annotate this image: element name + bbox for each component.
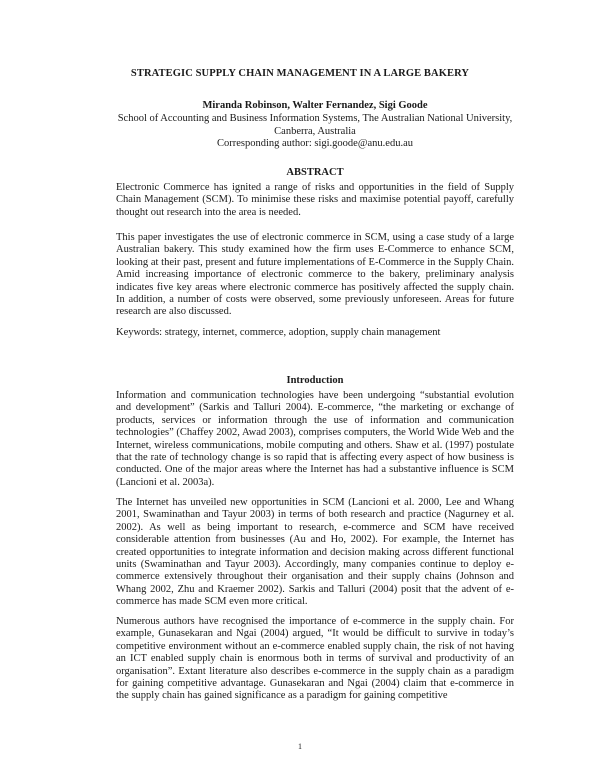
page-number: 1: [298, 742, 302, 751]
abstract-paragraph: Electronic Commerce has ignited a range of risks and opportunities in the field of Supply Chain Management (SCM). To minimise these risks and maximise potential payoff, carefully thought out research into the area is needed.: [116, 182, 514, 218]
body-paragraph: Information and communication technologies have been undergoing “substantial evolution and development” (Sarkis and Talluri 2004). E-commerce, “the marketing or exchange of products, services or information through the use of information and communication technologies” (Chaffey 2002, Awad 2003), comprises computers, the World Wide Web and the Internet, wireless communications, mobile computing and others. Shaw et al. (1997) postulate that the rate of technology change is so rapid that is affecting every aspect of how business is conducted. One of the major areas where the Internet has had a substantive influence is SCM (Lancioni et al. 2003a).: [116, 390, 514, 488]
keywords: Keywords: strategy, internet, commerce, adoption, supply chain management: [116, 327, 441, 338]
affiliation-text: School of Accounting and Business Information Systems, The Australian National University, Canberra, Australia: [117, 113, 513, 137]
body-paragraph: Numerous authors have recognised the importance of e-commerce in the supply chain. For example, Gunasekaran and Ngai (2004) argued, “It would be difficult to survive in today’s competitive environment without an e-commerce enabled supply chain, the risk of not having an ICT enabled supply chain is enormous both in terms of survival and productivity of an organisation”. Extant literature also describes e-commerce in the supply chain as a paradigm for gaining competitive advantage. Gunasekaran and Ngai (2004) claim that e-commerce in the supply chain has gained significance as a paradigm for gaining competitive: [116, 616, 514, 702]
corresponding-author: Corresponding author: sigi.goode@anu.edu.au: [216, 138, 413, 149]
paper-title: STRATEGIC SUPPLY CHAIN MANAGEMENT IN A LARGE BAKERY: [130, 68, 470, 79]
abstract-heading: ABSTRACT: [286, 167, 344, 178]
author-list: Miranda Robinson, Walter Fernandez, Sigi Goode: [202, 100, 428, 111]
introduction-heading: Introduction: [286, 375, 344, 386]
body-paragraph: The Internet has unveiled new opportunities in SCM (Lancioni et al. 2000, Lee and Whang 2001, Swaminathan and Tayur 2003) in terms of both research and practice (Nagurney et al. 2002). As well as being important to research, e-commerce and SCM have received considerable attention from businesses (Au and Ho, 2002). For example, the Internet has created opportunities to integrate information and decision making across different functional units (Swaminathan and Tayur 2003). Accordingly, many companies continue to deploy e-commerce extensively throughout their organisation and their supply chains (Johnson and Whang 2002, Zhu and Kraemer 2002). Sarkis and Talluri (2004) posit that the advent of e-commerce has made SCM even more critical.: [116, 497, 514, 608]
author-affiliation: [116, 113, 514, 151]
abstract-paragraph: This paper investigates the use of electronic commerce in SCM, using a case study of a large Australian bakery. This study examined how the firm uses E-Commerce to enhance SCM, looking at their past, present and future implementations of E-Commerce in the Supply Chain. Amid increasing importance of electronic commerce to the bakery, preliminary analysis indicates five key areas where electronic commerce has positively affected the supply chain. In addition, a number of costs were observed, some previously unforeseen. Areas for future research are also discussed.: [116, 232, 514, 318]
